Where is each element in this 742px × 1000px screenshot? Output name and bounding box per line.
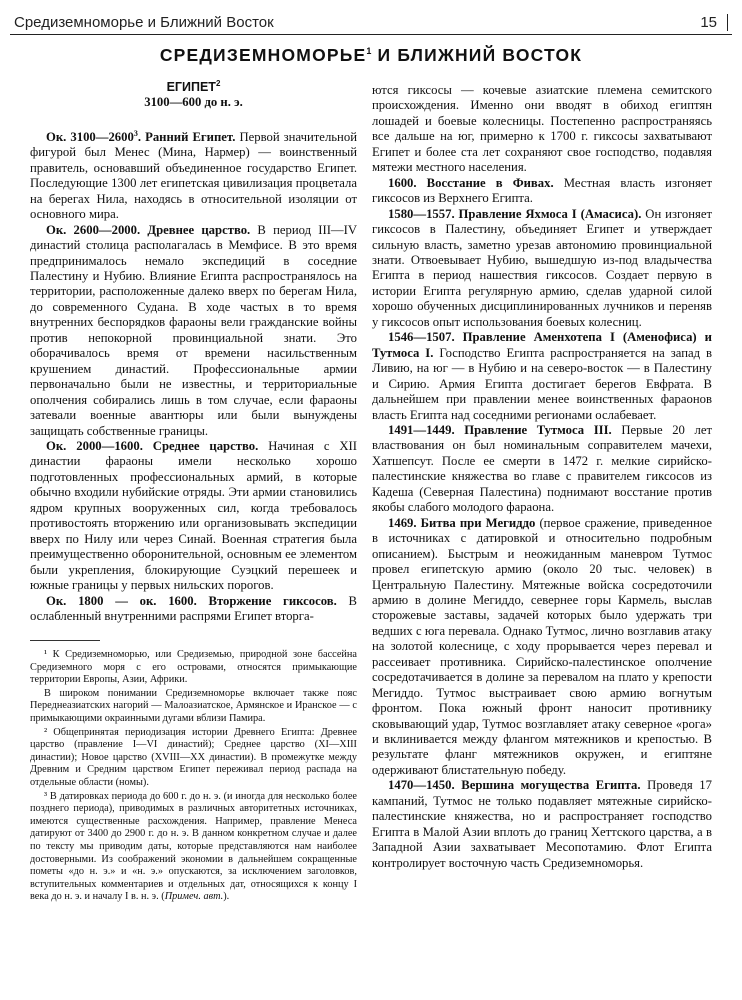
right-column [372,83,712,871]
paragraph-body: Местная власть изгоняет гиксосов из Верхнего Египта. [372,175,713,206]
running-header-title: Средиземноморье и Ближний Восток [14,14,274,31]
footnote-2: ² Общепринятая периодизация истории Древнего Египта: Древнее царство (правление I—VI династий); Среднее царство (XI—XIII династии); Новое царство (XVIII—XX династии). В промежутке между Древним и Средним царством Египет переживал период распада на отдельные области (номы). [30,726,357,788]
footnote-3-note: Примеч. авт. [164,891,224,903]
paragraph-heading: 1546—1507. Правление Аменхотепа I (Аменофиса) и Тутмоса I. [372,330,712,360]
paragraph-heading: Ок. 1800 — ок. 1600. Вторжение гиксосов. [46,593,337,608]
footnote-divider [30,640,100,641]
chapter-title-rest: И БЛИЖНИЙ ВОСТОК [371,45,583,65]
paragraph-body: В период III—IV династий столица располагалась в Мемфисе. В это время предпринималось немало экспедиций в соседние Палестину и Нубию. Влияние Египта распространялось на территории, расположенные далеко вверх по берегам Нила, до современного Судана. В ходе частых в то время внутренних беспорядков фараоны вели гражданские войны против непокорной провинциальной знати. Это оборачивалось время от времени насильственным крушением династий. Профессиональные армии первоначально были не известны, и территориальные ополчения собирались лишь в том случае, если фараоны затевали военные авантюры или были вынуждены защищать собственные границы. [30,222,358,438]
paragraph-body: Он изгоняет гиксосов в Палестину, объединяет Египет и утверждает сильную власть, заметно урезав автономию провинциальной знати. Отвоевывает Нубию, вышедшую из-под владычества Египта в период нашествия гиксосов. Создает первую в истории Египта регулярную армию, сделав ударной силой хорошо обученных дисциплинированных лучников и переняв у гиксосов опыт использования боевых колесниц. [372,206,712,329]
paragraph-battle-megiddo [372,516,712,779]
footnote-1: ¹ К Средиземноморью, или Средиземью, природной зоне бассейна Средиземного моря с его островами, относятся примыкающие территории Европы, Азии, Африки. [30,649,357,686]
page-number: 15 [700,14,728,31]
paragraph-heading: 1469. Битва при Мегиддо [388,515,536,530]
section-title [30,80,357,95]
paragraph-early-egypt [30,130,357,223]
left-column [30,80,357,624]
paragraph-body: Господство Египта распространяется на запад в Ливию, на юг — в Нубию и на северо-восток — в Палестину и Сирию. Армия Египта достигает берегов Евфрата. В дальнейшем при правлении менее воинственных фараонов власть Египта над соседними регионами ослабевает. [372,345,713,422]
paragraph-heading-rest: . Ранний Египет. [137,129,236,144]
paragraph-amenhotep-thutmose [372,330,712,423]
paragraph-body: Первые 20 лет властвования он был номинальным соправителем мачехи, Хатшепсут. После ее смерти в 1472 г. мелкие сирийско-палестинские княжества во главе с правителем гиксосов из Кадеша (Северная Палестина) поднимают восстание против якобы слабого молодого фараона. [372,422,713,515]
footnote-3-body: ³ В датировках периода до 600 г. до н. э. (и иногда для несколько более позднего периода), приводимых в различных авторитетных источниках, имеются существенные расхождения. Например, правление Менеса датируют от 3400 до 2900 г. до н. э. В данном конкретном случае и далее по тексту мы приводим даты, которые представляются нам наиболее достоверными. Из соображений экономии в дальнейшем сокращенные пометы «до н. э.» и «н. э.» опускаются, за исключением заголовков, вступительных комментариев и отдельных дат, относящихся к концу I века до н. э. и началу I в. н. э. ( [30,790,357,903]
section-dates: 3100—600 до н. э. [144,95,243,110]
paragraph-continuation: ются гиксосы — кочевые азиатские племена семитского происхождения. Именно они вводят в обиход египтян лошадей и боевые колесницы. Постепенно распространяясь все дальше на юг, примерно к 1700 г. гиксосы захватывают Египет и более ста лет сохраняют свое господство, подавляя мятежи местного населения. [372,83,712,175]
paragraph-middle-kingdom [30,439,357,594]
footnote-ref: 3 [133,128,138,138]
section-title-text: ЕГИПЕТ [166,80,216,94]
section-title-footnote-ref: 2 [215,78,221,88]
paragraph-thutmose-iii [372,423,712,516]
paragraph-heading: 1580—1557. Правление Яхмоса I (Амасиса). [388,206,642,221]
footnote-3-end: ). [223,891,230,903]
paragraph-heading: Ок. 2600—2000. Древнее царство. [46,222,251,237]
paragraph-old-kingdom [30,223,357,439]
chapter-title [0,45,742,66]
paragraph-hyksos-invasion [30,594,357,625]
paragraph-body: Первой значительной фигурой был Менес (Мина, Нармер) — воинственный правитель, основавший объединенное государство Египет. Последующие 1300 лет египетская цивилизация процветала на берегах Нила, находясь в относительной изоляции от основного мира. [30,129,357,222]
chapter-title-footnote-ref: 1 [366,46,372,57]
paragraph-heading: 1470—1450. Вершина могущества Египта. [388,778,641,793]
paragraph-body: (первое сражение, приведенное в источниках с датировкой и относительно подробным описанием). Быстрым и неожиданным маневром Тутмос провел египетскую армию (около 20 тыс. человек) в Центральную Палестину. Мятежные войска сосредоточили армию в долине Мегиддо, севернее горы Кармель, выслав сторожевые заставы, задачей которых было удержать три ведших с юга перевала. Однако Тутмос, лично возглавив атаку на золотой колеснице, с ходу прорывается через перевал и рассеивает противника. Сирийско-палестинское ополчение сосредотачивается в долине за перевалом на плато у крепости Мегиддо. Тутмос выстраивает свою армию вогнутым фронтом. Пока южный фронт наносит противнику сковывающий удар, Тутмос возглавляет атаку северное «рога» и вклинивается между флангом мятежников и крепостью. В результате фланг мятежников окружен, и египтяне одерживают блистательную победу. [372,515,713,777]
footnote-3 [30,791,357,904]
paragraph-body: В ослабленный внутренними распрями Египет вторга- [30,593,357,623]
paragraph-heading: Ок. 3100—2600 [46,129,134,144]
paragraph-heading: Ок. 2000—1600. Среднее царство. [46,438,259,453]
paragraph-peak-power [372,778,712,871]
paragraph-thebes-uprising [372,176,712,207]
footnote-1-continued: В широком понимании Средиземноморье включает также пояс Переднеазиатских нагорий — Малоазиатское, Армянское и Иранское — с примыкающими окраинными дугами вблизи Памира. [30,687,357,724]
chapter-title-main: СРЕДИЗЕМНОМОРЬЕ [159,45,367,65]
paragraph-body: Начиная с XII династии фараоны имели несколько хорошо подготовленных профессиональных армий, в которые обычно входили нубийские отряды. Эти армии становились ядром крупных вооруженных сил, когда требовалось противостоять вторжению или организовывать экспедиции вверх по Нилу или через Синай. Военная стратегия была преимущественно оборонительной, основным ее элементом были укрепления, блокирующие Суэцкий перешеек и южные границы у первых нильских порогов. [30,438,357,593]
paragraph-body: Проведя 17 кампаний, Тутмос не только подавляет мятежные сирийско-палестинские княжества, но и распространяет господство Египта в Малой Азии вплоть до границ Хеттского царства, а в Западной Азии захватывает Месопотамию. Флот Египта контролирует восточную часть Средиземноморья. [372,778,712,870]
paragraph-ahmose-reign [372,207,712,331]
footnotes [30,640,357,905]
running-header [10,10,732,35]
paragraph-heading: 1491—1449. Правление Тутмоса III. [388,422,612,437]
paragraph-heading: 1600. Восстание в Фивах. [388,175,554,190]
